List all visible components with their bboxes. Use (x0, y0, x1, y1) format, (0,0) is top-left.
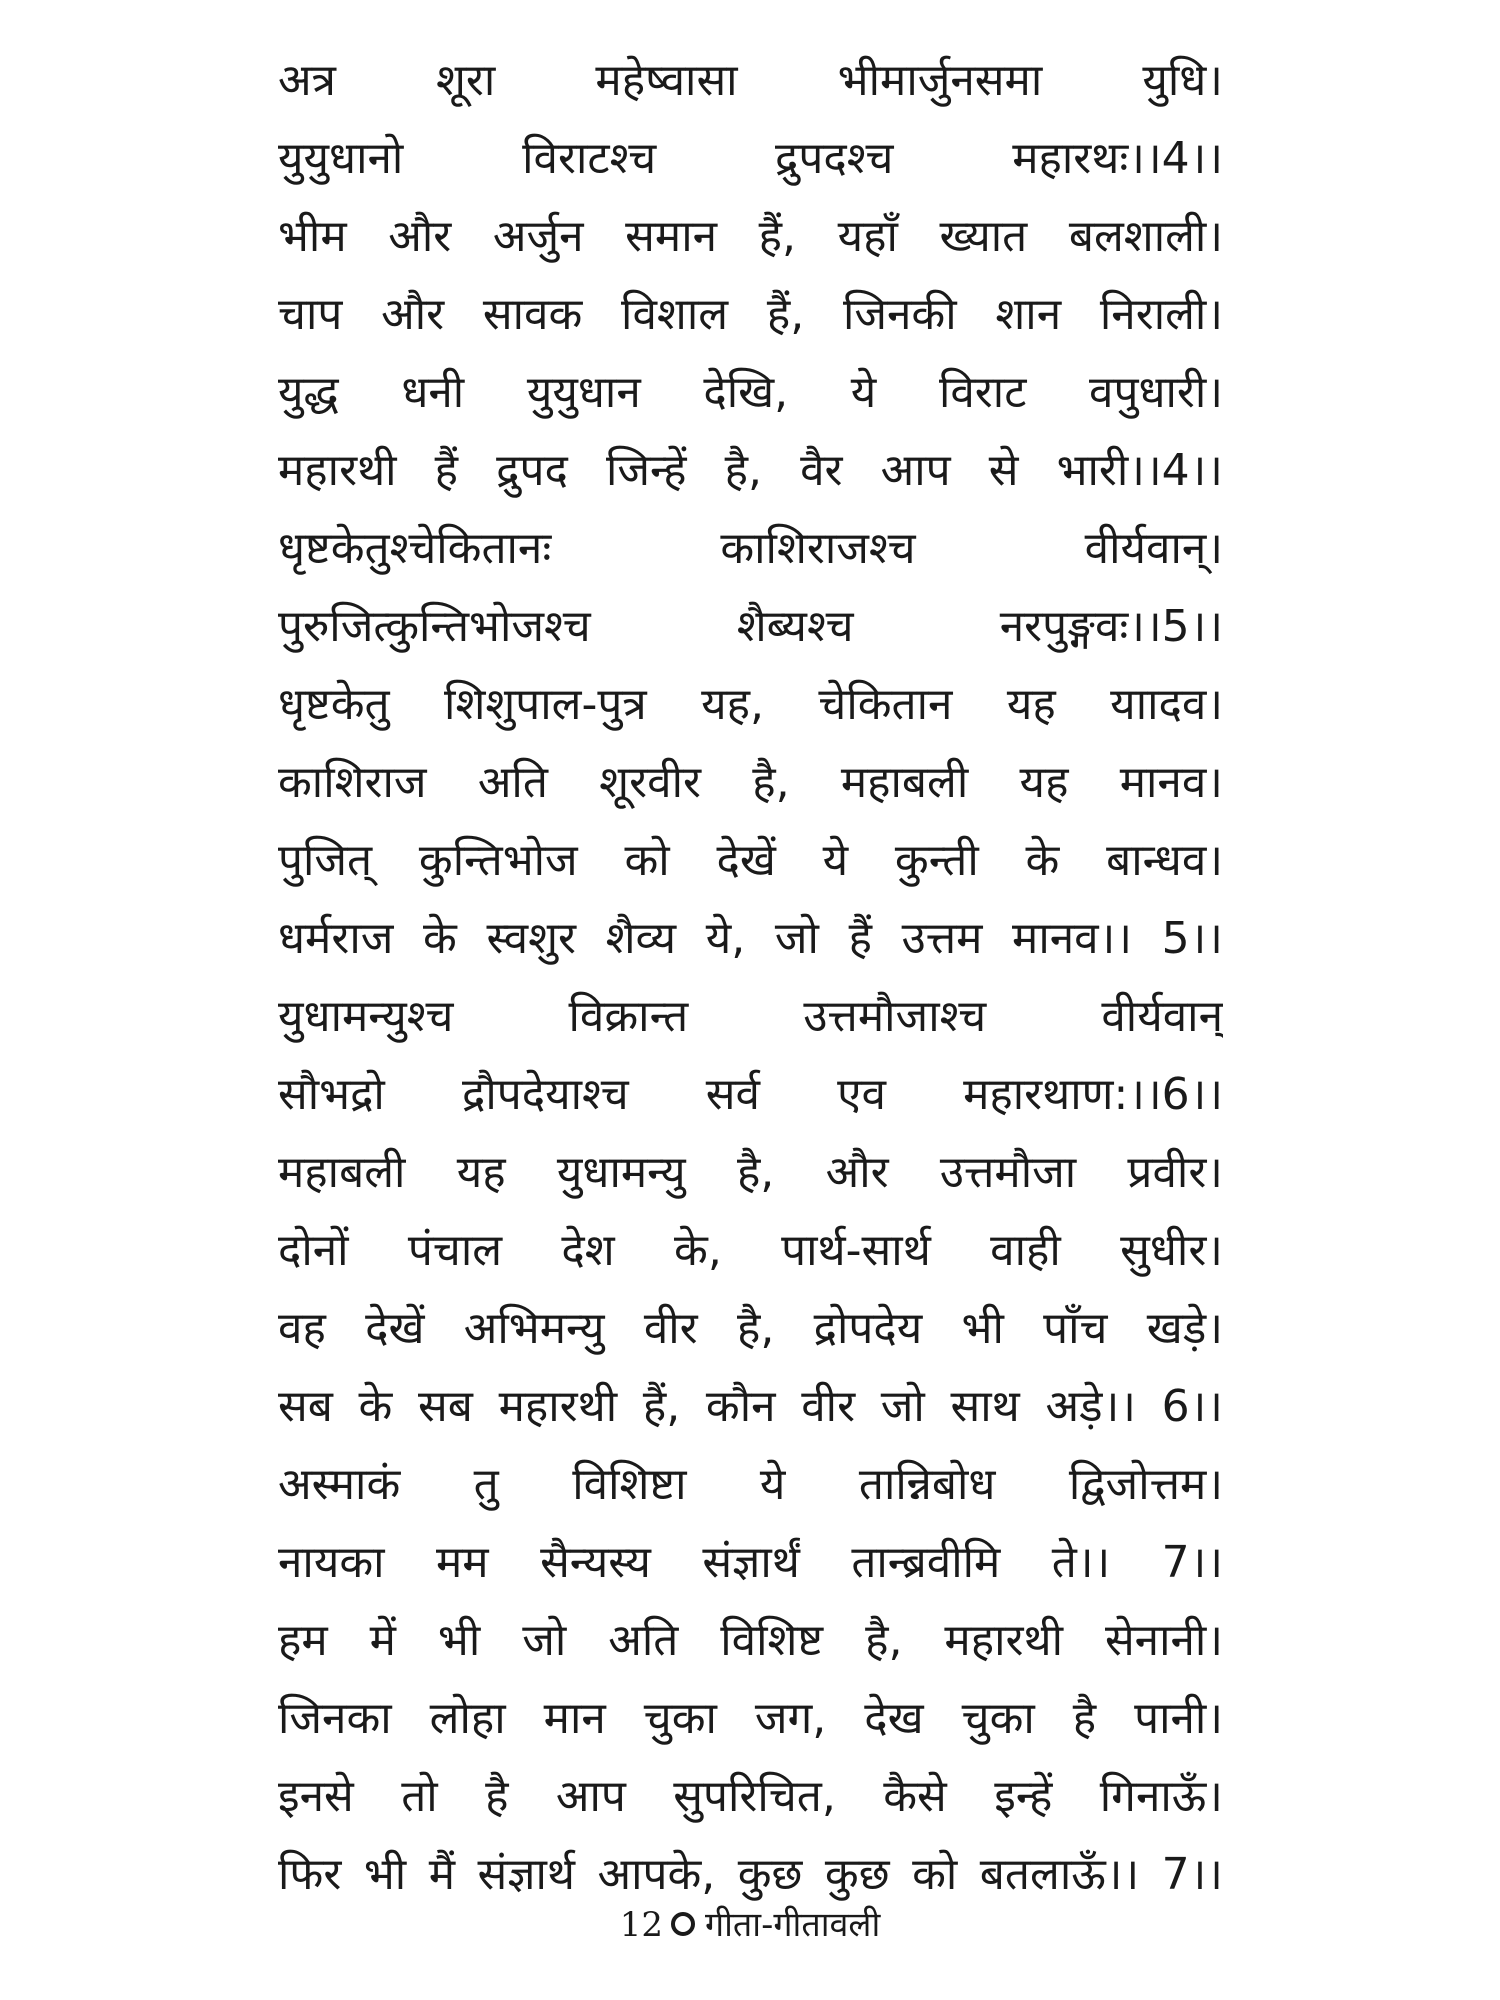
verse-line: धृष्टकेतुश्चेकितानः काशिराजश्च वीर्यवान्। (278, 523, 1223, 574)
verse-line: चाप और सावक विशाल हैं, जिनकी शान निराली। (278, 289, 1223, 340)
page-number: 12 (619, 1905, 663, 1945)
verse-text-block (278, 42, 1223, 1914)
verse-line: पुजित् कुन्तिभोज को देखें ये कुन्ती के बान्धव। (278, 835, 1223, 886)
verse-line: काशिराज अति शूरवीर है, महाबली यह मानव। (278, 757, 1223, 808)
verse-line: जिनका लोहा मान चुका जग, देख चुका है पानी। (278, 1693, 1223, 1744)
verse-line: हम में भी जो अति विशिष्ट है, महारथी सेनानी। (278, 1615, 1223, 1666)
verse-line: महाबली यह युधामन्यु है, और उत्तमौजा प्रवीर। (278, 1147, 1223, 1198)
verse-line: अस्माकं तु विशिष्टा ये तान्निबोध द्विजोत्तम। (278, 1459, 1223, 1510)
verse-line: इनसे तो है आप सुपरिचित, कैसे इन्हें गिनाऊँ। (278, 1771, 1223, 1822)
book-title: गीता-गीतावली (704, 1905, 881, 1945)
verse-line: युद्ध धनी युयुधान देखि, ये विराट वपुधारी। (278, 367, 1223, 418)
verse-line: पुरुजित्कुन्तिभोजश्च शैब्यश्च नरपुङ्गवः।।5।। (278, 601, 1223, 652)
verse-line: सौभद्रो द्रौपदेयाश्च सर्व एव महारथाण:।।6।। (278, 1069, 1223, 1120)
verse-line: सब के सब महारथी हैं, कौन वीर जो साथ अड़े।। 6।। (278, 1381, 1223, 1432)
verse-line: युधामन्युश्च विक्रान्त उत्तमौजाश्च वीर्यवान् (278, 991, 1223, 1042)
verse-line: अत्र शूरा महेष्वासा भीमार्जुनसमा युधि। (278, 55, 1223, 106)
page-footer (0, 1900, 1500, 1950)
verse-line: वह देखें अभिमन्यु वीर है, द्रोपदेय भी पाँच खड़े। (278, 1303, 1223, 1354)
verse-line: भीम और अर्जुन समान हैं, यहाँ ख्यात बलशाली। (278, 211, 1223, 262)
verse-line: धृष्टकेतु शिशुपाल-पुत्र यह, चेकितान यह याादव। (278, 679, 1223, 730)
verse-line: दोनों पंचाल देश के, पार्थ-सार्थ वाही सुधीर। (278, 1225, 1223, 1276)
verse-line: युयुधानो विराटश्च द्रुपदश्च महारथः।।4।। (278, 133, 1223, 184)
ring-ornament-icon (671, 1912, 695, 1936)
verse-line: फिर भी मैं संज्ञार्थ आपके, कुछ कुछ को बतलाऊँ।। 7।। (278, 1849, 1223, 1900)
verse-line: धर्मराज के स्वशुर शैव्य ये, जो हैं उत्तम मानव।। 5।। (278, 913, 1223, 964)
verse-line: महारथी हैं द्रुपद जिन्हें है, वैर आप से भारी।।4।। (278, 445, 1223, 496)
verse-line: नायका मम सैन्यस्य संज्ञार्थं तान्ब्रवीमि ते।। 7।। (278, 1537, 1223, 1588)
